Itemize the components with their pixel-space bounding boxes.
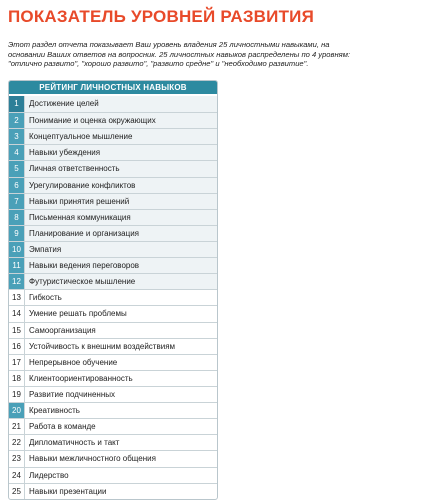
row-rank: 10 <box>9 242 25 257</box>
row-skill-label: Понимание и оценка окружающих <box>25 113 217 128</box>
row-skill-label: Гибкость <box>29 293 62 303</box>
intro-line: Этот раздел отчета показывает Ваш уровень владения 25 личностными навыками, на <box>8 40 330 49</box>
row-rank: 13 <box>9 290 25 305</box>
table-row <box>9 96 217 112</box>
row-skill-label: Лидерство <box>29 470 69 480</box>
table-row <box>9 450 217 466</box>
row-rank: 18 <box>9 371 25 386</box>
row-rank: 1 <box>9 96 25 112</box>
intro-paragraph <box>8 40 426 69</box>
row-skill-label: Планирование и организация <box>25 226 217 241</box>
row-skill-label: Развитие подчиненных <box>29 389 115 399</box>
row-skill-label: Работа в команде <box>29 422 96 432</box>
row-skill-label: Самоорганизация <box>29 325 96 335</box>
row-skill-label: Клиентоориентированность <box>29 373 133 383</box>
table-row <box>9 370 217 386</box>
table-row <box>9 257 217 273</box>
row-rank: 23 <box>9 451 25 466</box>
row-skill-label: Урегулирование конфликтов <box>25 178 217 193</box>
table-row <box>9 144 217 160</box>
table-row <box>9 273 217 289</box>
row-rank: 4 <box>9 145 25 160</box>
row-rank: 15 <box>9 323 25 338</box>
table-row <box>9 418 217 434</box>
table-row <box>9 434 217 450</box>
table-row <box>9 160 217 176</box>
row-skill-label: Эмпатия <box>25 242 217 257</box>
table-row <box>9 338 217 354</box>
intro-line: "отлично развито", "хорошо развито", "развито средне" и "необходимо развитие". <box>8 59 309 68</box>
row-skill-label: Креативность <box>29 406 80 416</box>
table-row <box>9 193 217 209</box>
table-row <box>9 386 217 402</box>
row-rank: 12 <box>9 274 25 289</box>
table-header: РЕЙТИНГ ЛИЧНОСТНЫХ НАВЫКОВ <box>9 81 217 96</box>
row-skill-label: Письменная коммуникация <box>25 210 217 225</box>
row-rank: 20 <box>9 403 25 418</box>
table-row <box>9 305 217 321</box>
row-skill-label: Навыки презентации <box>29 486 107 496</box>
row-rank: 22 <box>9 435 25 450</box>
table-row <box>9 402 217 418</box>
row-skill-label: Навыки ведения переговоров <box>25 258 217 273</box>
row-rank: 3 <box>9 129 25 144</box>
row-rank: 9 <box>9 226 25 241</box>
table-row <box>9 209 217 225</box>
row-rank: 16 <box>9 339 25 354</box>
row-skill-label: Футуристическое мышление <box>25 274 217 289</box>
row-skill-label: Устойчивость к внешним воздействиям <box>29 341 176 351</box>
row-skill-label: Умение решать проблемы <box>29 309 127 319</box>
table-row <box>9 354 217 370</box>
row-rank: 8 <box>9 210 25 225</box>
intro-line: основании Ваших ответов на вопросник. 25 личностных навыков распределены по 4 уровням: <box>8 49 351 59</box>
row-skill-label: Дипломатичность и такт <box>29 438 120 448</box>
row-skill-label: Навыки межличностного общения <box>29 454 156 464</box>
table-row <box>9 128 217 144</box>
row-rank: 24 <box>9 468 25 483</box>
table-rows <box>9 96 217 499</box>
table-row <box>9 483 217 499</box>
row-rank: 7 <box>9 194 25 209</box>
row-skill-label: Навыки принятия решений <box>25 194 217 209</box>
row-rank: 17 <box>9 355 25 370</box>
row-skill-label: Достижение целей <box>25 96 217 112</box>
table-row <box>9 467 217 483</box>
row-rank: 25 <box>9 484 25 499</box>
page-title: ПОКАЗАТЕЛЬ УРОВНЕЙ РАЗВИТИЯ <box>8 7 315 26</box>
row-rank: 6 <box>9 178 25 193</box>
row-skill-label: Непрерывное обучение <box>29 357 118 367</box>
row-rank: 14 <box>9 306 25 321</box>
skills-rating-table <box>8 80 218 500</box>
row-rank: 5 <box>9 161 25 176</box>
table-row <box>9 322 217 338</box>
row-skill-label: Концептуальное мышление <box>25 129 217 144</box>
row-rank: 2 <box>9 113 25 128</box>
row-skill-label: Навыки убеждения <box>25 145 217 160</box>
table-row <box>9 225 217 241</box>
table-row <box>9 112 217 128</box>
row-rank: 21 <box>9 419 25 434</box>
table-row <box>9 241 217 257</box>
table-row <box>9 177 217 193</box>
row-rank: 19 <box>9 387 25 402</box>
table-row <box>9 289 217 305</box>
row-rank: 11 <box>9 258 25 273</box>
row-skill-label: Личная ответственность <box>25 161 217 176</box>
